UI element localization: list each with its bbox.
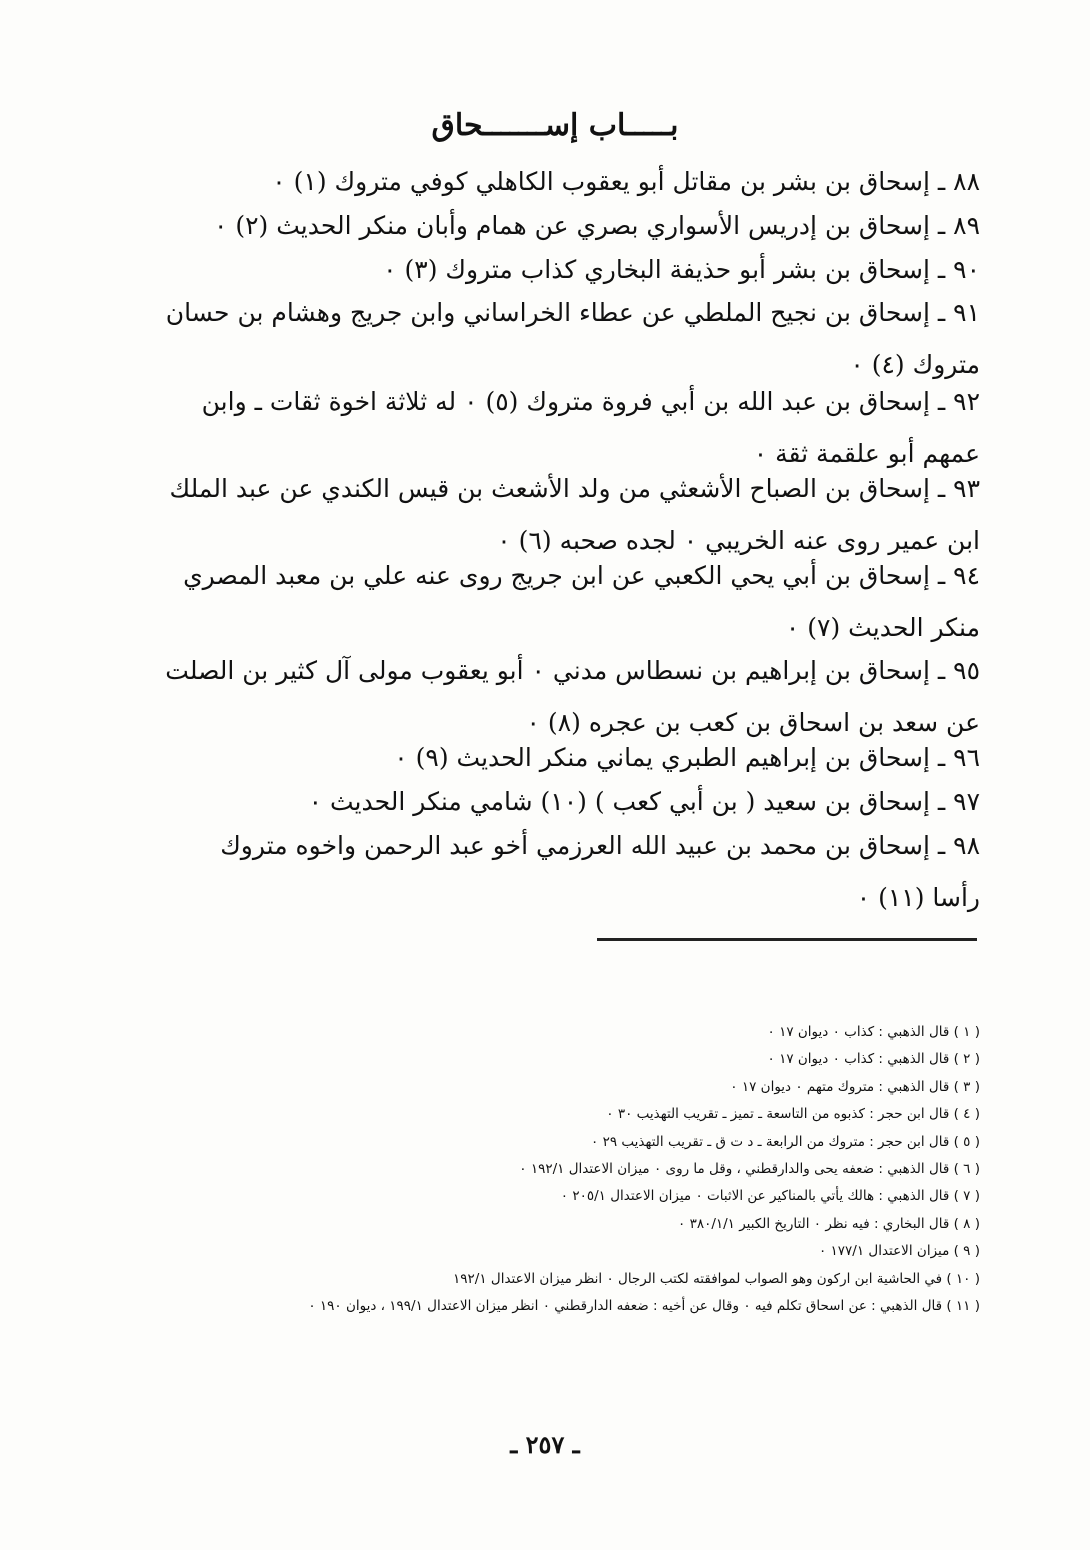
footnote-2: ( ٢ ) قال الذهبي : كذاب ٠ ديوان ١٧ ٠: [767, 1051, 980, 1068]
footnote-divider: [597, 938, 977, 941]
entry-line: ٩٦ ـ إسحاق بن إبراهيم الطبري يماني منكر الحديث (٩) ٠: [394, 743, 980, 772]
footnote-9: ( ٩ ) ميزان الاعتدال ١٧٧/١ ٠: [818, 1243, 980, 1260]
footnote-6: ( ٦ ) قال الذهبي : ضعفه يحى والدارقطني ، وقل ما روى ٠ ميزان الاعتدال ١٩٢/١ ٠: [519, 1161, 980, 1178]
entry-line: ٨٨ ـ إسحاق بن بشر بن مقاتل أبو يعقوب الكاهلي كوفي متروك (١) ٠: [272, 167, 980, 196]
entry-line: رأسا (١١) ٠: [856, 883, 980, 912]
footnote-4: ( ٤ ) قال ابن حجر : كذبوه من التاسعة ـ تميز ـ تقريب التهذيب ٣٠ ٠: [606, 1106, 980, 1123]
entry-line: ٩٧ ـ إسحاق بن سعيد ( بن أبي كعب ) (١٠) شامي منكر الحديث ٠: [308, 787, 980, 816]
entry-line: ٩٠ ـ إسحاق بن بشر أبو حذيفة البخاري كذاب متروك (٣) ٠: [383, 255, 980, 284]
entry-98: [110, 820, 980, 924]
entry-line: ٩٢ ـ إسحاق بن عبد الله بن أبي فروة متروك (٥) ٠ له ثلاثة اخوة ثقات ـ وابن: [201, 387, 980, 416]
footnote-11: ( ١١ ) قال الذهبي : عن اسحاق تكلم فيه ٠ وقال عن أخيه : ضعفه الدارقطني ٠ انظر ميزان الاعتدال ١٩٩/١ ، ديوان ١٩٠ ٠: [308, 1298, 980, 1315]
chapter-title: بـــــاب إســـــــحاق: [431, 108, 679, 143]
entry-line: ٨٩ ـ إسحاق بن إدريس الأسواري بصري عن همام وأبان منكر الحديث (٢) ٠: [213, 211, 980, 240]
entry-line: ٩١ ـ إسحاق بن نجيح الملطي عن عطاء الخراساني وابن جريج وهشام بن حسان: [165, 298, 980, 327]
entry-line: ٩٨ ـ إسحاق بن محمد بن عبيد الله العرزمي أخو عبد الرحمن واخوه متروك: [220, 831, 980, 860]
page-number: ـ ٢٥٧ ـ: [510, 1430, 580, 1459]
entry-line: ٩٤ ـ إسحاق بن أبي يحي الكعبي عن ابن جريج روى عنه علي بن معبد المصري: [183, 561, 980, 590]
footnote-7: ( ٧ ) قال الذهبي : هالك يأتي بالمناكير عن الاثبات ٠ ميزان الاعتدال ٢٠٥/١ ٠: [560, 1188, 980, 1205]
footnote-5: ( ٥ ) قال ابن حجر : متروك من الرابعة ـ د ت ق ـ تقريب التهذيب ٢٩ ٠: [591, 1133, 980, 1150]
footnote-10: ( ١٠ ) في الحاشية ابن اركون وهو الصواب لموافقته لكتب الرجال ٠ انظر ميزان الاعتدال ١٩٢/١: [453, 1270, 980, 1287]
entry-line: منكر الحديث (٧) ٠: [785, 613, 980, 642]
footnote-3: ( ٣ ) قال الذهبي : متروك متهم ٠ ديوان ١٧ ٠: [730, 1078, 980, 1095]
entry-line: ابن عمير روى عنه الخريبي ٠ لجده صحبه (٦) ٠: [497, 526, 980, 555]
entry-line: متروك (٤) ٠: [850, 350, 980, 379]
entry-94: [110, 550, 980, 654]
footnote-8: ( ٨ ) قال البخاري : فيه نظر ٠ التاريخ الكبير ٣٨٠/١/١ ٠: [678, 1215, 980, 1232]
footnote-1: ( ١ ) قال الذهبي : كذاب ٠ ديوان ١٧ ٠: [767, 1024, 980, 1040]
entry-line: عن سعد بن اسحاق بن كعب بن عجره (٨) ٠: [526, 708, 980, 737]
entry-line: عمهم أبو علقمة ثقة ٠: [753, 439, 980, 468]
footnotes: [308, 1019, 980, 1320]
entry-line: ٩٣ ـ إسحاق بن الصباح الأشعثي من ولد الأشعث بن قيس الكندي عن عبد الملك: [169, 474, 980, 503]
entry-line: ٩٥ ـ إسحاق بن إبراهيم بن نسطاس مدني ٠ أبو يعقوب مولى آل كثير بن الصلت: [165, 656, 980, 685]
